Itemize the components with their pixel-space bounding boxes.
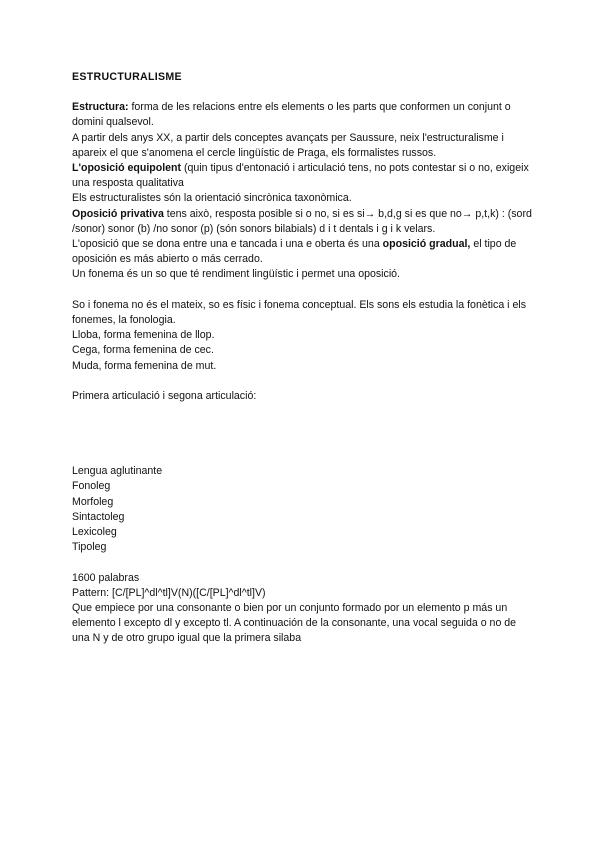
list-item: Lengua aglutinante (72, 465, 163, 478)
document-title: ESTRUCTURALISME (72, 71, 182, 83)
definition-equipolent: (quin tipus d'entonació i articulació tens, no pots contestar si o no, exigeix una resposta qualitativa (72, 162, 529, 190)
list-item: Tipoleg (72, 541, 107, 554)
definition-privativa: tens això, resposta posible si o no, si es si→ b,d,g si es que no→ p,t,k) : (sord /sonor) sonor (b) /no sonor (p) (són sonors bilabials) d i t dentals i g i k velars. (72, 207, 532, 235)
paragraph-estructura (72, 100, 532, 130)
list-item: Lexicoleg (72, 526, 117, 539)
list-item: Fonoleg (72, 480, 111, 493)
term-gradual: oposició gradual, (382, 238, 471, 251)
paragraph-privativa (72, 207, 532, 237)
term-estructura: Estructura: (72, 101, 129, 114)
spacer (72, 404, 532, 464)
list-item: Morfoleg (72, 495, 114, 508)
definition-estructura: forma de les relacions entre els elements o les parts que conformen un conjunt o domini qualsevol. (72, 101, 511, 129)
gradual-text-after: el tipo de oposición es más abierto o más cerrado. (72, 238, 517, 266)
paragraph-gradual (72, 237, 532, 267)
paragraph-pattern: Pattern: [C/[PL]^dl^tl]V(N)([C/[PL]^dl^tl]V) (72, 586, 266, 599)
paragraph-sincronica: Els estructuralistes són la orientació sincrònica taxonòmica. (72, 192, 352, 205)
document-body (72, 70, 532, 647)
list-item: Sintactoleg (72, 510, 125, 523)
spacer (72, 283, 532, 298)
term-privativa: Oposició privativa (72, 207, 164, 220)
term-list (72, 464, 532, 555)
paragraph-pattern-explanation: Que empiece por una consonante o bien por un conjunto formado por un elemento p más un elemento l excepto dl y excepto tl. A continuación de la consonante, una vocal seguida o no de una N y de otro grupo igual que la primera silaba (72, 602, 517, 645)
spacer (72, 374, 532, 389)
paragraph-palabras: 1600 palabras (72, 571, 140, 584)
spacer (72, 555, 532, 570)
paragraph-equipolent (72, 161, 532, 191)
example-lloba: Lloba, forma femenina de llop. (72, 329, 215, 342)
paragraph-articulacio: Primera articulació i segona articulació: (72, 390, 257, 403)
example-muda: Muda, forma femenina de mut. (72, 359, 217, 372)
paragraph-fonema: Un fonema és un so que té rendiment lingüístic i permet una oposició. (72, 268, 401, 281)
term-equipolent: L'oposició equipolent (72, 162, 182, 175)
gradual-text-before: L'oposició que se dona entre una e tancada i una e oberta és una (72, 238, 383, 251)
paragraph-history: A partir dels anys XX, a partir dels conceptes avançats per Saussure, neix l'estructuralisme i apareix el que s'anomena el cercle lingüístic de Praga, els formalistes russos. (72, 131, 504, 159)
paragraph-so-fonema: So i fonema no és el mateix, so es físic i fonema conceptual. Els sons els estudia la fonètica i els fonemes, la fonologia. (72, 298, 527, 327)
example-cega: Cega, forma femenina de cec. (72, 344, 214, 357)
